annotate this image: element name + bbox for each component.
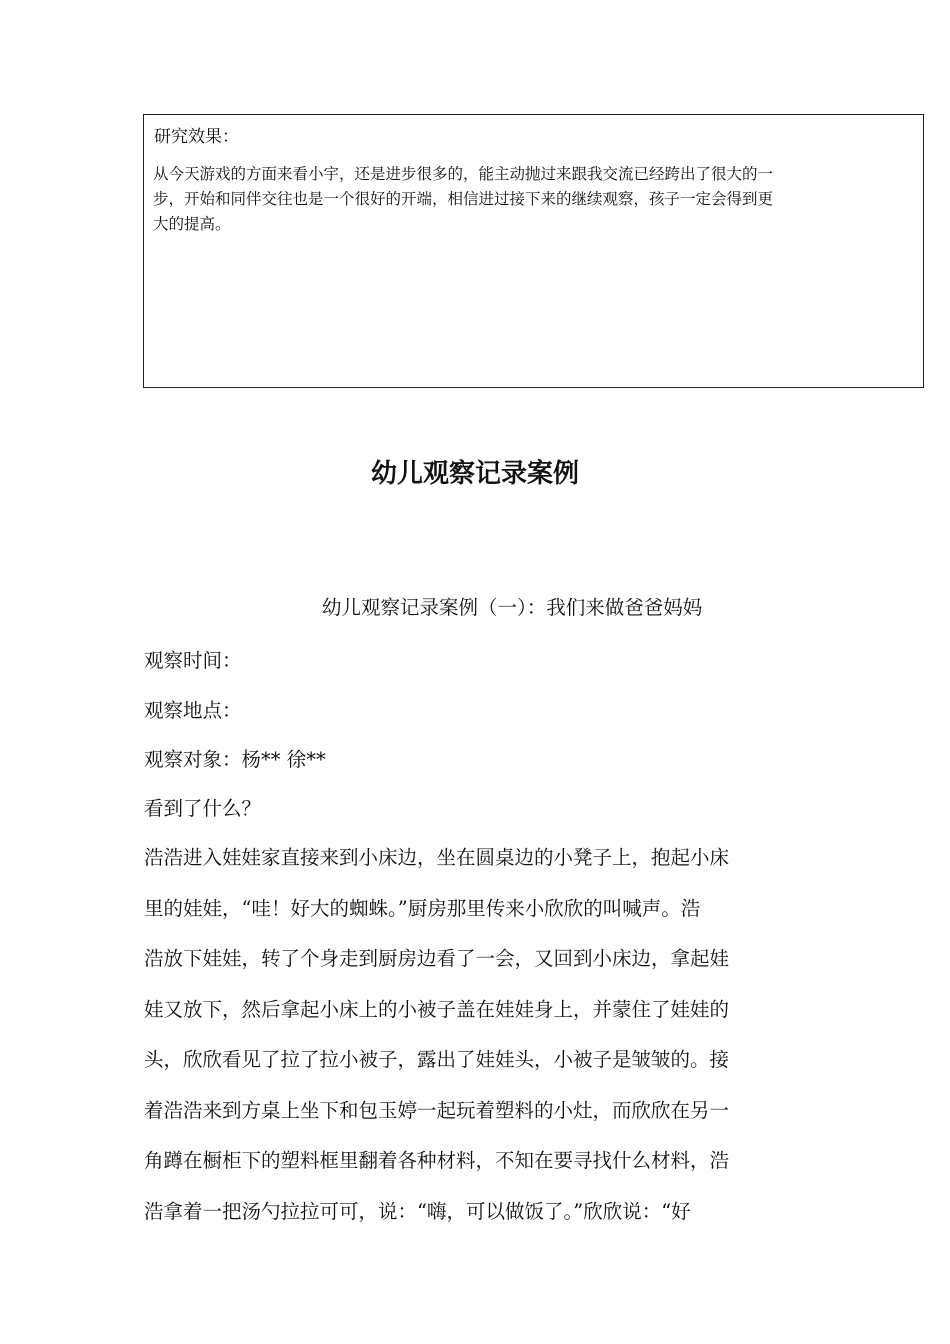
observation-subject-label: 观察对象：杨** 徐** bbox=[144, 748, 326, 771]
observation-place-label: 观察地点： bbox=[144, 699, 242, 722]
paragraph-line: 浩拿着一把汤勺拉拉可可，说：“嗨，可以做饭了。”欣欣说：“好 bbox=[144, 1199, 691, 1223]
observation-time-label: 观察时间： bbox=[144, 649, 242, 672]
paragraph-line: 里的娃娃，“哇！好大的蜘蛛。”厨房那里传来小欣欣的叫喊声。浩 bbox=[144, 896, 701, 920]
observation-paragraph bbox=[144, 843, 808, 1247]
page-title: 幼儿观察记录案例 bbox=[370, 459, 579, 489]
case-subtitle: 幼儿观察记录案例（一）：我们来做爸爸妈妈 bbox=[322, 596, 703, 619]
research-effect-title: 研究效果： bbox=[154, 127, 239, 147]
paragraph-line: 头，欣欣看见了拉了拉小被子，露出了娃娃头，小被子是皱皱的。接 bbox=[144, 1048, 730, 1071]
paragraph-line: 浩放下娃娃，转了个身走到厨房边看了一会，又回到小床边，拿起娃 bbox=[144, 947, 730, 970]
research-effect-line: 步，开始和同伴交往也是一个很好的开端，相信进过接下来的继续观察，孩子一定会得到更 bbox=[153, 190, 774, 208]
paragraph-line: 浩浩进入娃娃家直接来到小床边，坐在圆桌边的小凳子上，抱起小床 bbox=[144, 846, 730, 869]
research-effect-line: 从今天游戏的方面来看小宇，还是进步很多的，能主动抛过来跟我交流已经跨出了很大的一 bbox=[153, 165, 774, 183]
research-effect-box bbox=[143, 114, 924, 388]
what-seen-label: 看到了什么？ bbox=[144, 797, 262, 820]
paragraph-line: 角蹲在橱柜下的塑料框里翻着各种材料，不知在要寻找什么材料，浩 bbox=[144, 1149, 730, 1172]
paragraph-line: 娃又放下，然后拿起小床上的小被子盖在娃娃身上，并蒙住了娃娃的 bbox=[144, 997, 730, 1021]
research-effect-body bbox=[153, 162, 923, 237]
paragraph-line: 着浩浩来到方桌上坐下和包玉婷一起玩着塑料的小灶，而欣欣在另一 bbox=[144, 1098, 730, 1122]
research-effect-line: 大的提高。 bbox=[153, 215, 231, 233]
